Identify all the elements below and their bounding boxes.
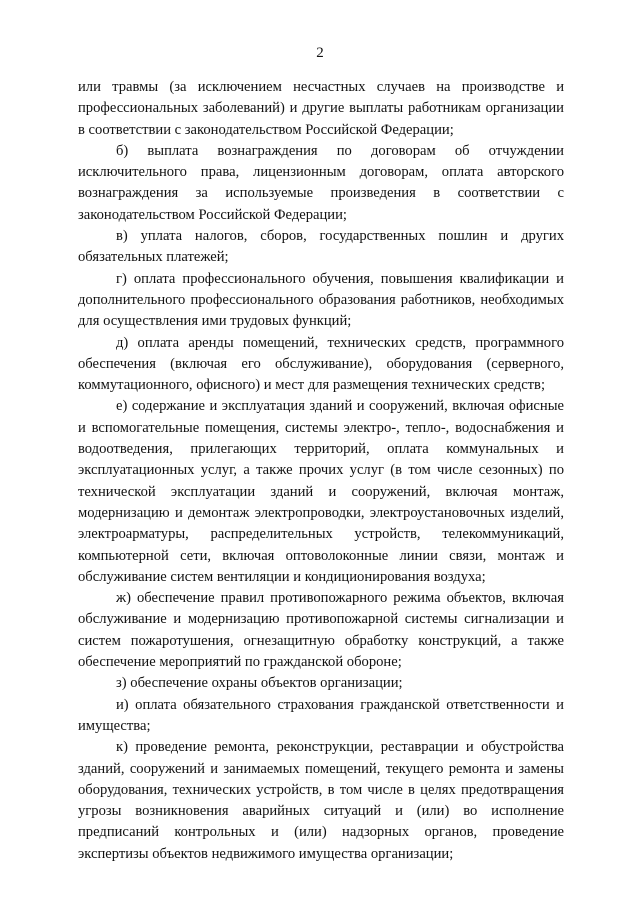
paragraph-item-g: г) оплата профессионального обучения, повышения квалификации и дополнительного профессионального образования работников, необходимых для осуществления ими трудовых функций; <box>78 270 564 330</box>
paragraph-item-e: е) содержание и эксплуатация зданий и сооружений, включая офисные и вспомогательные помещения, системы электро-, тепло-, водоснабжения и водоотведения, прилегающих территорий, оплата коммунальных и эксплуатационных услуг, а также прочих услуг (в том числе сезонных) по технической эксплуатации зданий и сооружений, включая монтаж, модернизацию и демонтаж электропроводки, электроустановочных изделий, электроарматуры, распределительных устройств, телекоммуникаций, компьютерной сети, включая оптоволоконные линии связи, монтаж и обслуживание систем вентиляции и кондиционирования воздуха; <box>78 398 564 585</box>
document-body <box>78 77 564 865</box>
paragraph-item-i: и) оплата обязательного страхования гражданской ответственности и имущества; <box>78 696 564 734</box>
paragraph-item-k: к) проведение ремонта, реконструкции, реставрации и обустройства зданий, сооружений и занимаемых помещений, текущего ремонта и замены оборудования, технических устройств, в том числе в целях предотвращения угрозы возникновения аварийных ситуаций и (или) во исполнение предписаний контрольных и (или) надзорных органов, проведение экспертизы объектов недвижимого имущества организации; <box>78 739 564 862</box>
paragraph-item-v: в) уплата налогов, сборов, государственных пошлин и других обязательных платежей; <box>78 228 564 266</box>
page-number: 2 <box>316 45 324 61</box>
paragraph-item-d: д) оплата аренды помещений, технических средств, программного обеспечения (включая его обслуживание), оборудования (серверного, коммутационного, офисного) и мест для размещения технических средств; <box>78 334 564 394</box>
paragraph-item-b: б) выплата вознаграждения по договорам об отчуждении исключительного права, лицензионным договорам, оплата авторского вознаграждения за используемые произведения в соответствии с законодательством Российской Федерации; <box>78 142 564 223</box>
paragraph-item-zh: ж) обеспечение правил противопожарного режима объектов, включая обслуживание и модернизацию противопожарной системы сигнализации и систем пожаротушения, огнезащитную обработку конструкций, а также обеспечение мероприятий по гражданской обороне; <box>78 590 564 671</box>
paragraph-item-z: з) обеспечение охраны объектов организации; <box>116 675 403 692</box>
paragraph-continuation: или травмы (за исключением несчастных случаев на производстве и профессиональных заболеваний) и другие выплаты работникам организации в соответствии с законодательством Российской Федерации; <box>78 79 564 138</box>
